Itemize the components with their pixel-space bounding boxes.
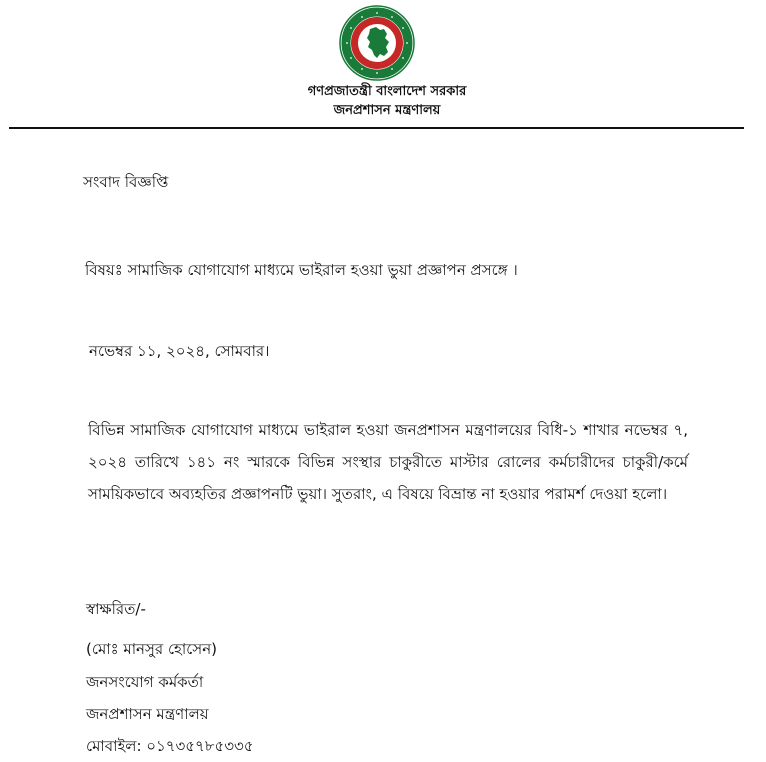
government-name: গণপ্রজাতন্ত্রী বাংলাদেশ সরকার (307, 84, 467, 99)
officer-name: (মোঃ মানসুর হোসেন) (86, 640, 217, 658)
government-seal-icon (339, 5, 415, 81)
signed-mark: স্বাক্ষরিত/- (86, 600, 146, 618)
press-release-label: সংবাদ বিজ্ঞপ্তি (83, 173, 169, 191)
date-line: নভেম্বর ১১, ২০২৪, সোমবার। (89, 342, 270, 360)
ministry-name: জনপ্রশাসন মন্ত্রণালয় (333, 103, 441, 118)
officer-title: জনসংযোগ কর্মকর্তা (86, 673, 204, 691)
subject-line: বিষয়ঃ সামাজিক যোগাযোগ মাধ্যমে ভাইরাল হওয়া ভুয়া প্রজ্ঞাপন প্রসঙ্গে । (85, 261, 518, 279)
body-paragraph: বিভিন্ন সামাজিক যোগাযোগ মাধ্যমে ভাইরাল হওয়া জনপ্রশাসন মন্ত্রণালয়ের বিধি-১ শাখার নভেম্বর ৭, ২০২৪ তারিখে ১৪১ নং স্মারকে বিভিন্ন সংস্থার চাকুরীতে মাস্টার রোলের কর্মচারীদের চাকুরী/কর্মে সাময়িকভাবে অব্যহতির প্রজ্ঞাপনটি ভুয়া। সুতরাং, এ বিষয়ে বিভ্রান্ত না হওয়ার পরামর্শ দেওয়া হলো। (88, 421, 688, 503)
header-divider (9, 127, 744, 129)
mobile-number: মোবাইল: ০১৭৩৫৭৮৫৩৩৫ (86, 737, 254, 755)
officer-ministry: জনপ্রশাসন মন্ত্রণালয় (86, 705, 209, 723)
